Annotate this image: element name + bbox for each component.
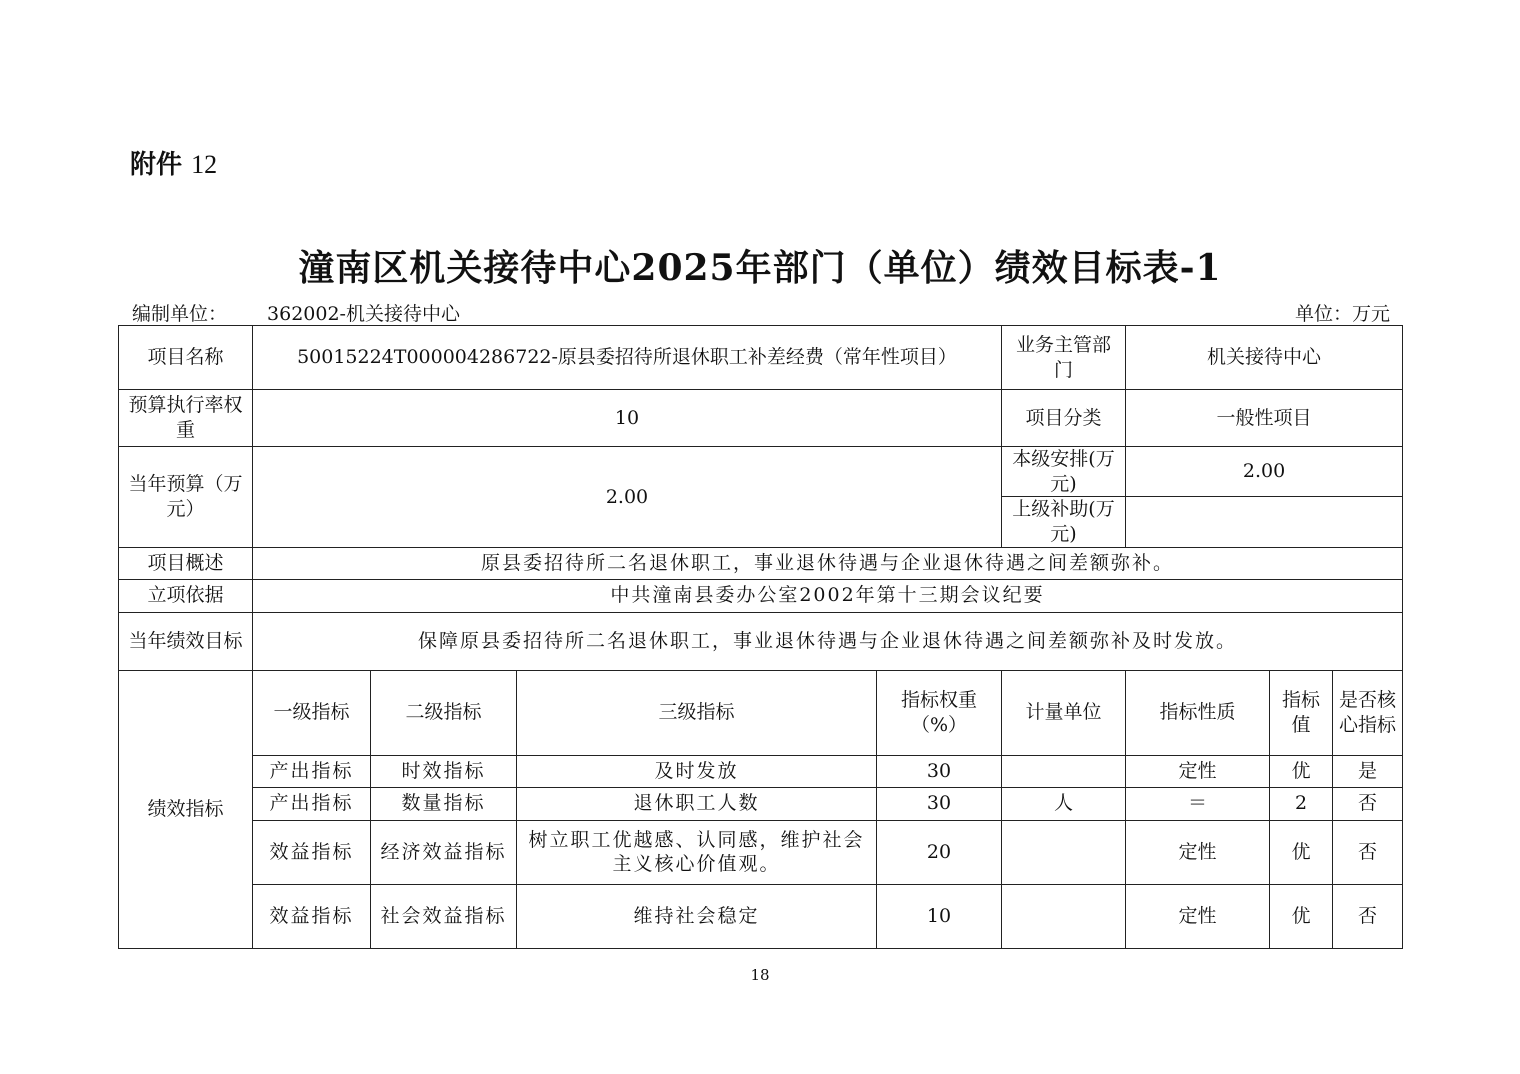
header-core: 是否核心指标 <box>1333 670 1403 755</box>
header-nature: 指标性质 <box>1126 670 1270 755</box>
overview-value: 原县委招待所二名退休职工，事业退休待遇与企业退休待遇之间差额弥补。 <box>253 547 1403 579</box>
compiling-unit-value: 362002-机关接待中心 <box>267 303 460 325</box>
page-number: 18 <box>750 966 770 984</box>
row-weight: 30 <box>877 755 1002 787</box>
row-level1: 产出指标 <box>253 787 371 820</box>
exec-rate-label: 预算执行率权重 <box>119 390 253 447</box>
row-value: 优 <box>1270 820 1333 884</box>
goal-value: 保障原县委招待所二名退休职工，事业退休待遇与企业退休待遇之间差额弥补及时发放。 <box>253 612 1403 670</box>
indicators-label: 绩效指标 <box>119 670 253 948</box>
row-core: 是 <box>1333 755 1403 787</box>
category-label: 项目分类 <box>1002 390 1126 447</box>
header-value: 指标值 <box>1270 670 1333 755</box>
attachment-number: 12 <box>191 150 218 179</box>
row-unit <box>1002 755 1126 787</box>
row-nature: 定性 <box>1126 884 1270 948</box>
basis-value: 中共潼南县委办公室2002年第十三期会议纪要 <box>253 579 1403 612</box>
attachment-label <box>130 144 217 181</box>
row-unit <box>1002 820 1126 884</box>
row-indicator-header <box>119 670 1403 755</box>
table-row <box>119 884 1403 948</box>
performance-table <box>118 325 1403 949</box>
row-nature: ＝ <box>1126 787 1270 820</box>
attachment-text: 附件 <box>130 150 183 180</box>
header-unit: 计量单位 <box>1002 670 1126 755</box>
row-level2: 时效指标 <box>371 755 517 787</box>
row-exec-rate <box>119 390 1403 447</box>
overview-label: 项目概述 <box>119 547 253 579</box>
row-weight: 10 <box>877 884 1002 948</box>
category-value: 一般性项目 <box>1126 390 1403 447</box>
row-level2: 经济效益指标 <box>371 820 517 884</box>
row-weight: 20 <box>877 820 1002 884</box>
row-level3: 退休职工人数 <box>517 787 877 820</box>
row-nature: 定性 <box>1126 820 1270 884</box>
row-level3: 维持社会稳定 <box>517 884 877 948</box>
row-level2: 数量指标 <box>371 787 517 820</box>
compiling-unit-label: 编制单位： <box>132 303 228 325</box>
row-basis <box>119 579 1403 612</box>
header-level2: 二级指标 <box>371 670 517 755</box>
upper-value <box>1126 497 1403 547</box>
compiling-unit <box>132 299 460 326</box>
row-project-name <box>119 326 1403 390</box>
table-row <box>119 755 1403 787</box>
row-level3: 树立职工优越感、认同感，维护社会主义核心价值观。 <box>517 820 877 884</box>
budget-label: 当年预算（万元） <box>119 447 253 548</box>
row-budget-local <box>119 447 1403 497</box>
project-name-value: 50015224T000004286722-原县委招待所退休职工补差经费（常年性项目） <box>253 326 1002 390</box>
dept-label: 业务主管部门 <box>1002 326 1126 390</box>
header-level1: 一级指标 <box>253 670 371 755</box>
row-goal <box>119 612 1403 670</box>
row-value: 2 <box>1270 787 1333 820</box>
page-title: 潼南区机关接待中心2025年部门（单位）绩效目标表-1 <box>298 247 1222 289</box>
row-overview <box>119 547 1403 579</box>
row-value: 优 <box>1270 755 1333 787</box>
header-weight: 指标权重（%） <box>877 670 1002 755</box>
dept-value: 机关接待中心 <box>1126 326 1403 390</box>
row-nature: 定性 <box>1126 755 1270 787</box>
row-unit <box>1002 884 1126 948</box>
upper-label: 上级补助(万元) <box>1002 497 1126 547</box>
row-level2: 社会效益指标 <box>371 884 517 948</box>
row-value: 优 <box>1270 884 1333 948</box>
row-level1: 效益指标 <box>253 884 371 948</box>
header-level3: 三级指标 <box>517 670 877 755</box>
row-weight: 30 <box>877 787 1002 820</box>
row-unit: 人 <box>1002 787 1126 820</box>
table-row <box>119 820 1403 884</box>
table-row <box>119 787 1403 820</box>
exec-rate-value: 10 <box>253 390 1002 447</box>
goal-label: 当年绩效目标 <box>119 612 253 670</box>
row-core: 否 <box>1333 820 1403 884</box>
row-level3: 及时发放 <box>517 755 877 787</box>
currency-note: 单位：万元 <box>1294 303 1390 325</box>
row-core: 否 <box>1333 787 1403 820</box>
basis-label: 立项依据 <box>119 579 253 612</box>
budget-value: 2.00 <box>253 447 1002 548</box>
row-level1: 效益指标 <box>253 820 371 884</box>
row-core: 否 <box>1333 884 1403 948</box>
project-name-label: 项目名称 <box>119 326 253 390</box>
local-value: 2.00 <box>1126 447 1403 497</box>
local-label: 本级安排(万元) <box>1002 447 1126 497</box>
row-level1: 产出指标 <box>253 755 371 787</box>
